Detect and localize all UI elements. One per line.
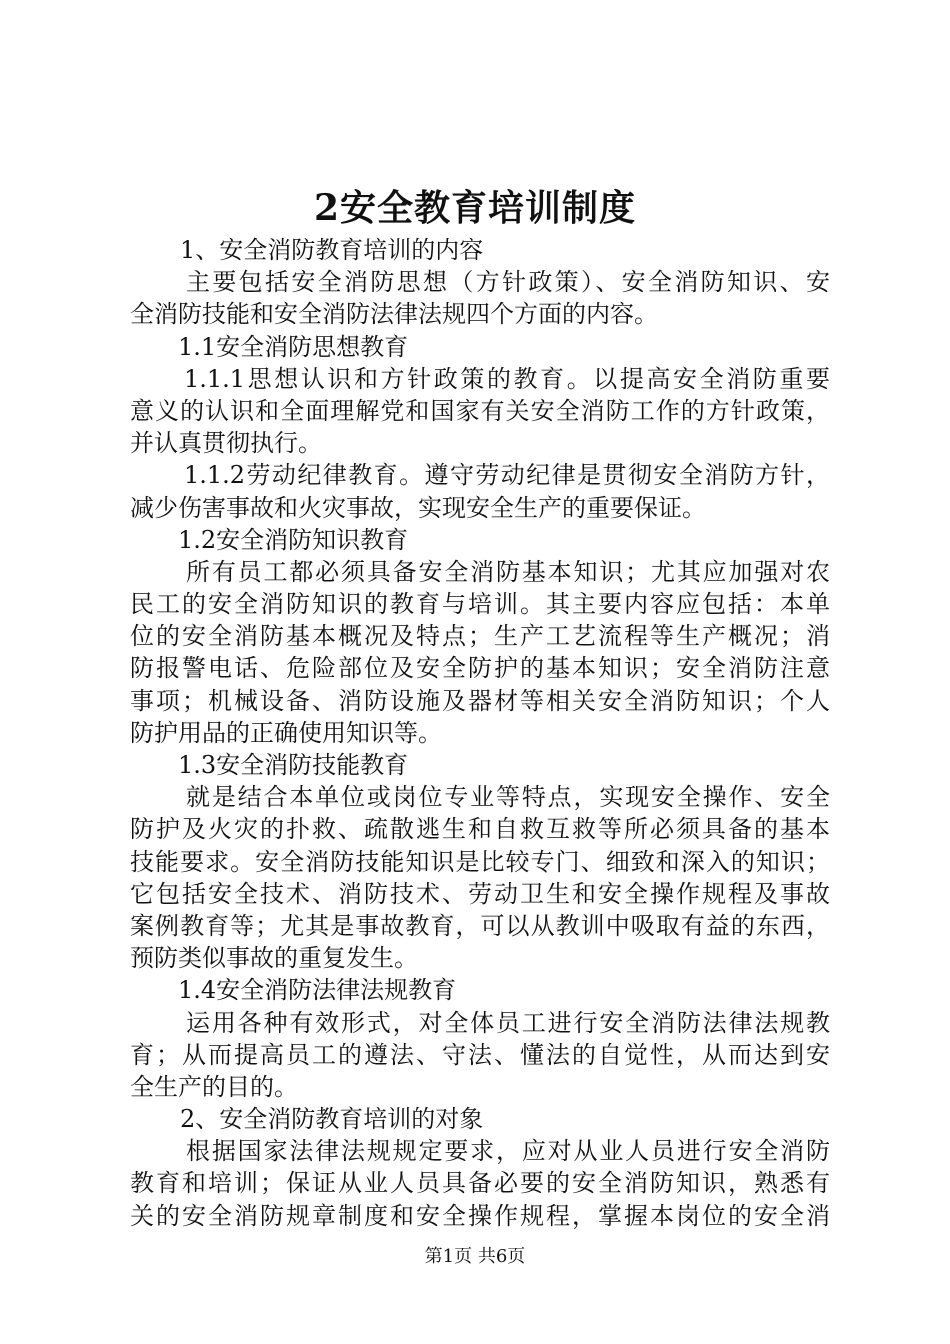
paragraph-line: 根据国家法律法规规定要求，应对从业人员进行安全消防 bbox=[186, 1137, 830, 1166]
paragraph-line: 民工的安全消防知识的教育与培训。其主要内容应包括：本单 bbox=[130, 590, 830, 619]
subsection-line: 1.1.2劳动纪律教育。遵守劳动纪律是贯彻安全消防方针， bbox=[184, 461, 830, 490]
paragraph-line: 全生产的目的。 bbox=[130, 1072, 298, 1101]
document-body bbox=[130, 234, 830, 1232]
paragraph-line: 位的安全消防基本概况及特点；生产工艺流程等生产概况；消 bbox=[130, 622, 830, 651]
subsection-line: 1.1.1思想认识和方针政策的教育。以提高安全消防重要 bbox=[184, 364, 830, 393]
paragraph-line: 案例教育等；尤其是事故教育，可以从教训中吸取有益的东西， bbox=[130, 911, 830, 940]
paragraph-line: 预防类似事故的重复发生。 bbox=[130, 944, 418, 973]
paragraph-line: 运用各种有效形式，对全体员工进行安全消防法律法规教 bbox=[186, 1008, 830, 1037]
paragraph-line: 技能要求。安全消防技能知识是比较专门、细致和深入的知识； bbox=[130, 847, 830, 876]
section-heading: 2、安全消防教育培训的对象 bbox=[180, 1105, 484, 1134]
paragraph-line: 就是结合本单位或岗位专业等特点，实现安全操作、安全 bbox=[186, 783, 830, 812]
paragraph-line: 教育和培训；保证从业人员具备必要的安全消防知识，熟悉有 bbox=[130, 1169, 830, 1198]
subsection-line: 1.1安全消防思想教育 bbox=[178, 332, 409, 361]
subsection-line: 1.2安全消防知识教育 bbox=[178, 525, 409, 554]
paragraph-line: 防护用品的正确使用知识等。 bbox=[130, 718, 442, 747]
paragraph-line: 主要包括安全消防思想（方针政策）、安全消防知识、安 bbox=[186, 268, 830, 297]
section-heading: 1、安全消防教育培训的内容 bbox=[180, 236, 484, 264]
paragraph-line: 它包括安全技术、消防技术、劳动卫生和安全操作规程及事故 bbox=[130, 879, 830, 908]
paragraph-line: 全消防技能和安全消防法律法规四个方面的内容。 bbox=[130, 300, 658, 329]
subsection-line: 1.4安全消防法律法规教育 bbox=[178, 976, 457, 1005]
paragraph-line: 事项；机械设备、消防设施及器材等相关安全消防知识；个人 bbox=[130, 686, 830, 715]
paragraph-line: 减少伤害事故和火灾事故，实现安全生产的重要保证。 bbox=[130, 493, 706, 522]
document-title: 2安全教育培训制度 bbox=[313, 187, 637, 229]
paragraph-line: 意义的认识和全面理解党和国家有关安全消防工作的方针政策， bbox=[130, 396, 830, 425]
paragraph-line: 防报警电话、危险部位及安全防护的基本知识；安全消防注意 bbox=[130, 654, 830, 683]
page-footer: 第1页 共6页 bbox=[424, 1246, 526, 1267]
paragraph-line: 并认真贯彻执行。 bbox=[130, 429, 322, 458]
subsection-line: 1.3安全消防技能教育 bbox=[178, 751, 409, 779]
paragraph-line: 防护及火灾的扑救、疏散逃生和自救互救等所必须具备的基本 bbox=[130, 815, 830, 844]
paragraph-line: 所有员工都必须具备安全消防基本知识；尤其应加强对农 bbox=[186, 557, 830, 586]
paragraph-line: 育；从而提高员工的遵法、守法、懂法的自觉性，从而达到安 bbox=[130, 1040, 830, 1069]
paragraph-line: 关的安全消防规章制度和安全操作规程，掌握本岗位的安全消 bbox=[130, 1201, 830, 1230]
